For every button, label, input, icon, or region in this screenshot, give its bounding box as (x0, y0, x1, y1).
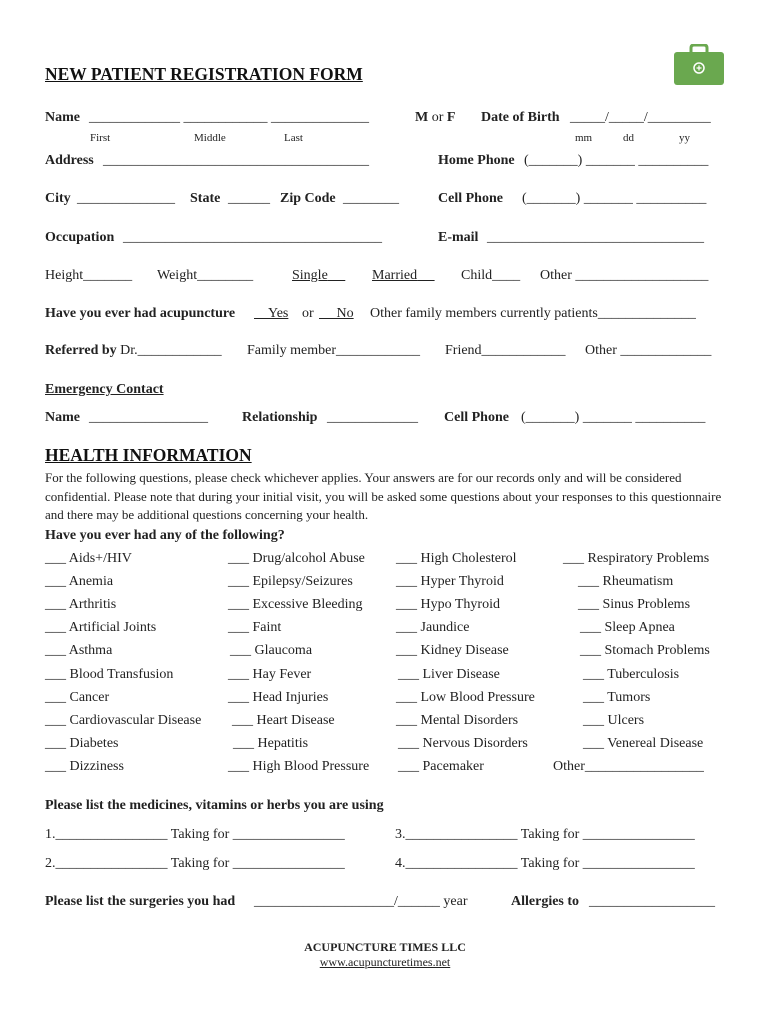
condition-item[interactable]: ___ Epilepsy/Seizures (228, 574, 353, 589)
sex-field[interactable] (415, 110, 455, 126)
health-intro: For the following questions, please check whichever applies. Your answers are for our records only and will be considered confidential. Please note that during your initial visit, you will be asked some questions about your responses to this questionnaire and there may be additional questions concerning your health. (45, 470, 722, 522)
allergies-field[interactable]: __________________ (589, 894, 715, 909)
condition-item[interactable]: ___ Hypo Thyroid (396, 597, 500, 612)
email-field[interactable]: _______________________________ (487, 230, 704, 245)
medicine-row-3[interactable]: 3.________________ Taking for ________________ (395, 827, 695, 842)
condition-item[interactable]: ___ Arthritis (45, 597, 117, 612)
other-referral-field[interactable]: Other _____________ (585, 343, 712, 358)
condition-item[interactable]: ___ Stomach Problems (580, 643, 710, 658)
middle-sublabel: Middle (194, 132, 226, 144)
occupation-label: Occupation (45, 230, 115, 245)
surgeries-label: Please list the surgeries you had (45, 894, 236, 909)
referred-label: Referred by (45, 343, 117, 358)
occupation-field[interactable]: _____________________________________ (123, 230, 382, 245)
relationship-field[interactable]: _____________ (327, 410, 418, 425)
sex-or: or (431, 110, 444, 125)
condition-item[interactable]: ___ Cardiovascular Disease (45, 713, 202, 728)
condition-item[interactable]: ___ Tuberculosis (583, 667, 680, 682)
name-label: Name (45, 110, 80, 125)
sex-f: F (446, 110, 456, 125)
dob-label: Date of Birth (481, 110, 560, 125)
no-option[interactable] (319, 306, 354, 322)
home-phone-label: Home Phone (438, 153, 515, 168)
city-label: City (45, 191, 71, 206)
condition-item[interactable]: Other_________________ (553, 759, 704, 774)
condition-item[interactable]: ___ Anemia (45, 574, 114, 589)
family-member-field[interactable]: Family member____________ (247, 343, 421, 358)
medicine-row-4[interactable]: 4.________________ Taking for ________________ (395, 856, 695, 871)
condition-item[interactable]: ___ Ulcers (583, 713, 645, 728)
height-field[interactable]: Height_______ (45, 268, 133, 283)
condition-item[interactable]: ___ Kidney Disease (396, 643, 509, 658)
condition-item[interactable]: ___ Excessive Bleeding (228, 597, 363, 612)
condition-item[interactable]: ___ Cancer (45, 690, 110, 705)
emergency-name-field[interactable]: _________________ (89, 410, 208, 425)
form-title: NEW PATIENT REGISTRATION FORM (45, 64, 363, 84)
referred-by-field[interactable] (45, 343, 222, 359)
acupuncture-question: Have you ever had acupuncture (45, 306, 236, 321)
no-label: No (336, 306, 354, 321)
condition-item[interactable]: ___ Sinus Problems (578, 597, 691, 612)
email-label: E-mail (438, 230, 479, 245)
friend-field[interactable]: Friend____________ (445, 343, 566, 358)
address-label: Address (45, 153, 94, 168)
married-label: Married (372, 268, 418, 283)
condition-item[interactable]: ___ Dizziness (45, 759, 124, 774)
married-option[interactable] (372, 268, 435, 284)
allergies-label: Allergies to (511, 894, 580, 909)
condition-item[interactable]: ___ Nervous Disorders (398, 736, 528, 751)
medicines-question: Please list the medicines, vitamins or herbs you are using (45, 798, 384, 813)
condition-item[interactable]: ___ Liver Disease (398, 667, 500, 682)
health-title: HEALTH INFORMATION (45, 445, 252, 465)
cell-phone-label: Cell Phone (438, 191, 503, 206)
condition-item[interactable]: ___ Diabetes (45, 736, 119, 751)
condition-item[interactable]: ___ Head Injuries (228, 690, 329, 705)
condition-item[interactable]: ___ Venereal Disease (583, 736, 704, 751)
first-sublabel: First (90, 132, 111, 144)
condition-item[interactable]: ___ Pacemaker (398, 759, 484, 774)
relationship-label: Relationship (242, 410, 318, 425)
condition-item[interactable]: ___ Low Blood Pressure (396, 690, 535, 705)
condition-item[interactable]: ___ Blood Transfusion (45, 667, 174, 682)
condition-item[interactable]: ___ Hyper Thyroid (396, 574, 504, 589)
condition-item[interactable]: ___ Mental Disorders (396, 713, 519, 728)
condition-item[interactable]: ___ Faint (228, 620, 282, 635)
other-status-field[interactable]: Other ___________________ (540, 268, 709, 283)
surgeries-field[interactable]: ____________________/______ year (254, 894, 468, 909)
cell-phone-field[interactable]: (_______) _______ __________ (522, 191, 707, 206)
mm-sublabel: mm (575, 132, 593, 144)
last-sublabel: Last (284, 132, 303, 144)
single-option[interactable] (292, 268, 345, 284)
state-label: State (190, 191, 221, 206)
emergency-name-label: Name (45, 410, 80, 425)
city-field[interactable]: ______________ (77, 191, 175, 206)
address-field[interactable]: ______________________________________ (103, 153, 369, 168)
condition-item[interactable]: ___ Respiratory Problems (563, 551, 710, 566)
condition-item[interactable]: ___ Asthma (45, 643, 113, 658)
state-field[interactable]: ______ (228, 191, 270, 206)
dob-field[interactable]: _____/_____/_________ (570, 110, 711, 125)
emergency-cell-label: Cell Phone (444, 410, 509, 425)
condition-item[interactable]: ___ High Blood Pressure (228, 759, 370, 774)
condition-item[interactable]: ___ Artificial Joints (45, 620, 157, 635)
or-text: or (302, 306, 314, 321)
home-phone-field[interactable]: (_______) _______ __________ (524, 153, 709, 168)
family-patients-field[interactable]: Other family members currently patients______________ (370, 306, 696, 321)
weight-field[interactable]: Weight________ (157, 268, 254, 283)
footer-website[interactable]: www.acupuncturetimes.net (319, 955, 451, 969)
zip-field[interactable]: ________ (343, 191, 399, 206)
medicine-row-1[interactable]: 1.________________ Taking for ________________ (45, 827, 345, 842)
condition-item[interactable]: ___ Drug/alcohol Abuse (228, 551, 365, 566)
condition-item[interactable]: ___ Aids+/HIV (45, 551, 132, 566)
condition-item[interactable]: ___ Jaundice (396, 620, 470, 635)
condition-item[interactable]: ___ Rheumatism (578, 574, 674, 589)
condition-item[interactable]: ___ Hay Fever (228, 667, 312, 682)
condition-item[interactable]: ___ Hepatitis (233, 736, 309, 751)
condition-item[interactable]: ___ Glaucoma (230, 643, 313, 658)
emergency-heading: Emergency Contact (45, 382, 164, 397)
sex-m: M (415, 110, 429, 125)
conditions-question: Have you ever had any of the following? (45, 528, 285, 543)
yy-sublabel: yy (679, 132, 690, 144)
condition-item[interactable]: ___ Tumors (583, 690, 651, 705)
condition-item[interactable]: ___ Heart Disease (232, 713, 335, 728)
yes-label: Yes (268, 306, 289, 321)
footer-company: ACUPUNCTURE TIMES LLC (304, 940, 466, 954)
referred-dr: Dr.____________ (120, 343, 222, 358)
yes-option[interactable] (254, 306, 288, 322)
medical-kit-icon (673, 44, 725, 86)
zip-label: Zip Code (280, 191, 336, 206)
name-fields[interactable]: _____________ ____________ ______________ (89, 110, 369, 125)
dd-sublabel: dd (623, 132, 634, 144)
condition-item[interactable]: ___ High Cholesterol (396, 551, 517, 566)
condition-item[interactable]: ___ Sleep Apnea (580, 620, 675, 635)
child-field[interactable]: Child____ (461, 268, 521, 283)
medicine-row-2[interactable]: 2.________________ Taking for ________________ (45, 856, 345, 871)
emergency-cell-field[interactable]: (_______) _______ __________ (521, 410, 706, 425)
single-label: Single (292, 268, 328, 283)
